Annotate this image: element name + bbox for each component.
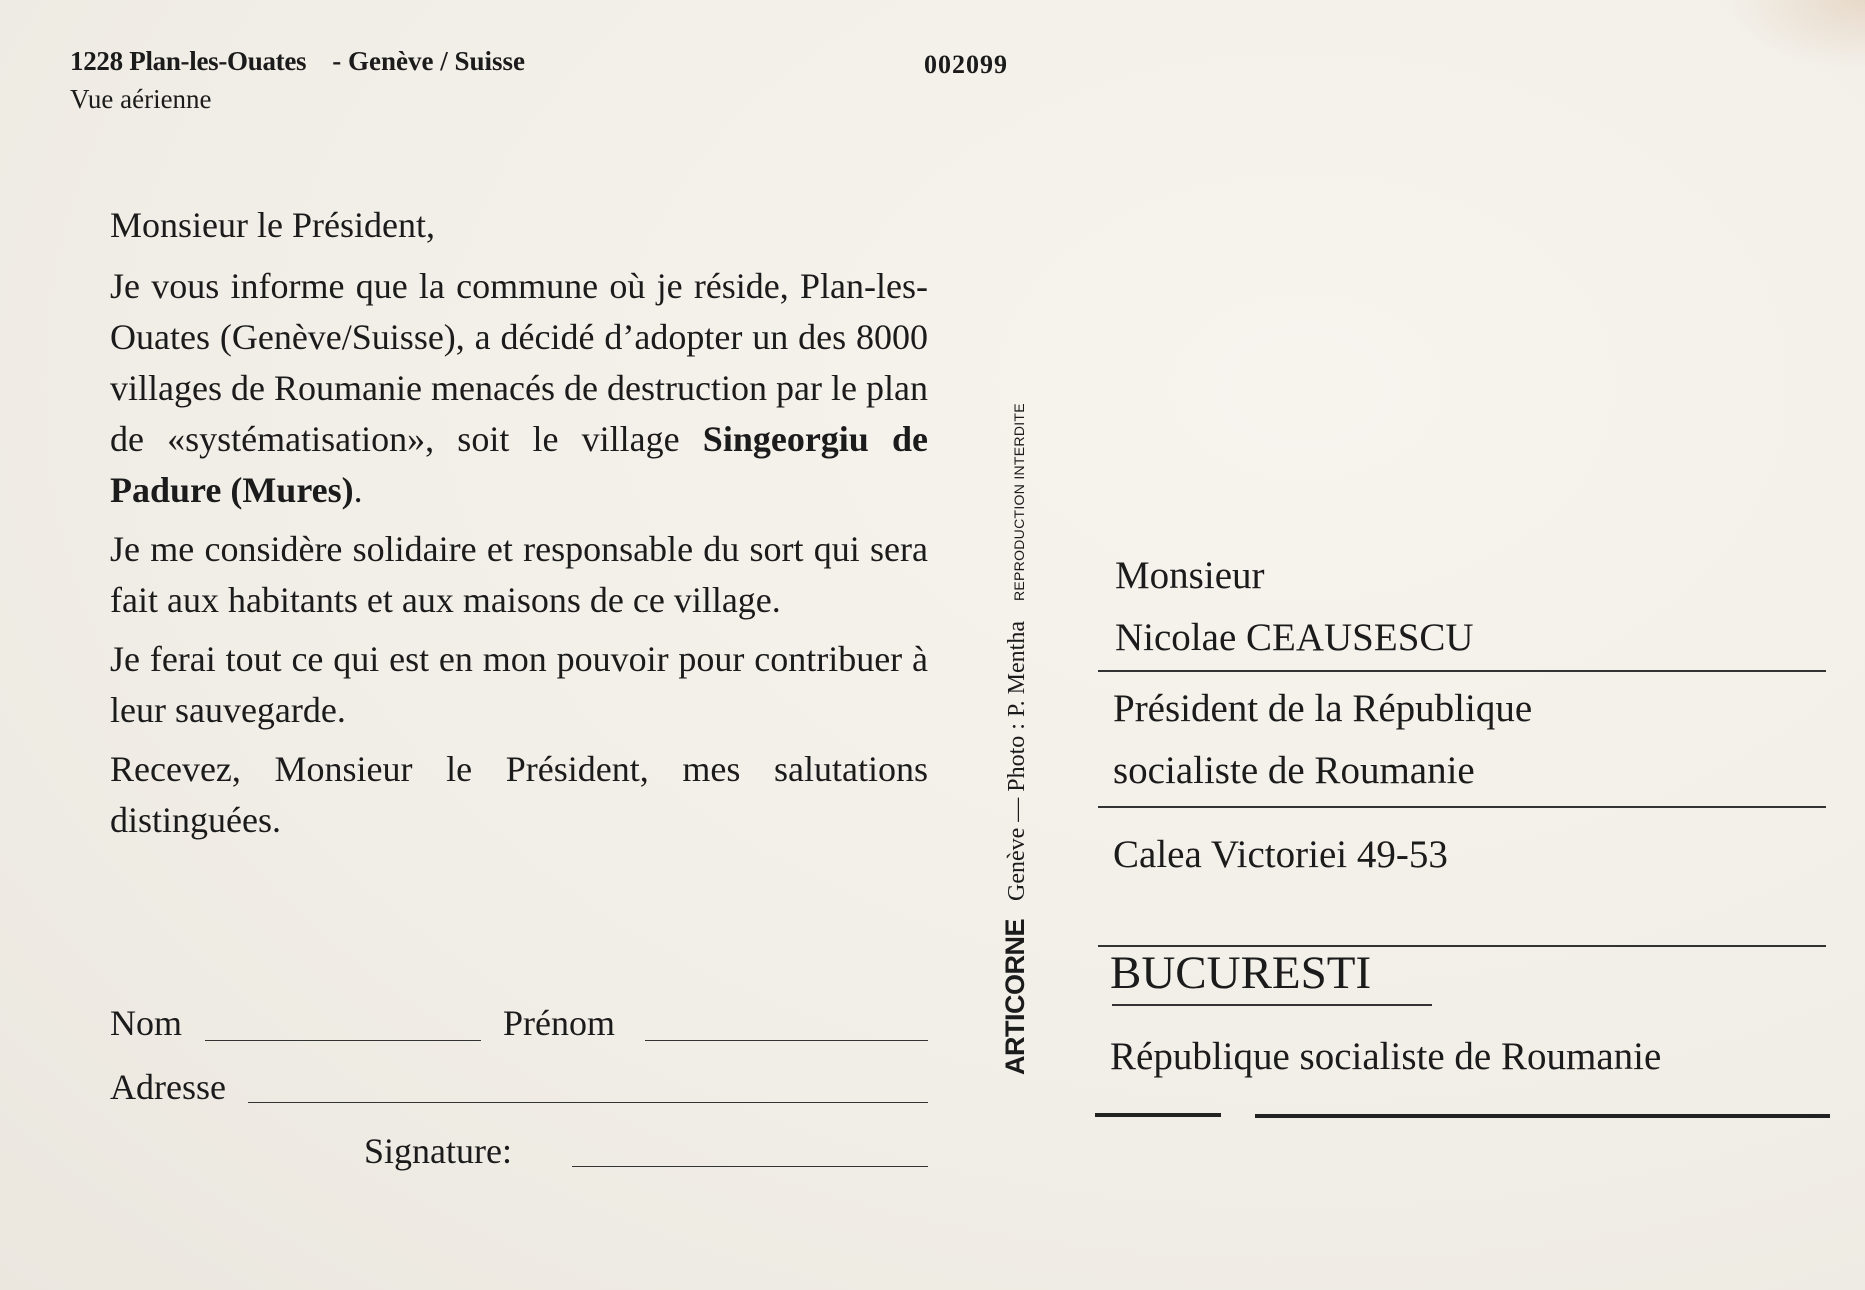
address-line (1098, 806, 1826, 808)
prenom-field[interactable] (645, 1040, 928, 1041)
nom-label: Nom (110, 1003, 182, 1043)
prenom-label: Prénom (503, 1003, 615, 1043)
card-header (70, 46, 525, 77)
p1-end: . (353, 470, 363, 510)
recipient-name: Nicolae CEAUSESCU (1115, 616, 1474, 659)
adresse-label: Adresse (110, 1067, 226, 1107)
paper-stain (1725, 0, 1865, 70)
caption: Vue aérienne (70, 84, 212, 114)
address-line (1098, 670, 1826, 672)
p1-text: Je vous informe que la commune où je réside, Plan-les-Ouates (Genève/Suisse), a décidé d’adopter un des 8000 villages de Roumanie menacés de destruction par le plan de «systématisation», soit le village (110, 266, 928, 459)
village-name: Singeorgiu de Padure (Mures) (110, 419, 928, 510)
recipient-title: Monsieur (1115, 554, 1265, 597)
recipient-role-1: Président de la République (1113, 687, 1533, 730)
serial-number: 002099 (924, 50, 1008, 79)
recipient-role-2: socialiste de Roumanie (1113, 749, 1475, 792)
publisher-logo: ARTICORNE (1000, 919, 1030, 1075)
postcode-place: 1228 Plan-les-Ouates (70, 46, 307, 76)
publisher-credit (1000, 403, 1031, 1075)
signature-field[interactable] (572, 1166, 928, 1167)
recipient-country: République socialiste de Roumanie (1110, 1035, 1662, 1078)
recipient-city: BUCURESTI (1110, 947, 1372, 999)
photo-credit: Genève — Photo : P. Mentha (1004, 621, 1030, 901)
letter-paragraph-2: Je me considère solidaire et responsable du sort qui sera fait aux habitants et aux maisons de ce village. (110, 529, 928, 620)
signature-label: Signature: (364, 1131, 512, 1171)
city-underline (1112, 1004, 1432, 1006)
letter-greeting: Monsieur le Président, (110, 205, 435, 245)
postcode-line (1095, 1113, 1221, 1117)
letter-paragraph-1 (110, 261, 928, 516)
letter-paragraph-3: Je ferai tout ce qui est en mon pouvoir pour contribuer à leur sauvegarde. (110, 639, 928, 730)
recipient-street: Calea Victoriei 49-53 (1113, 833, 1448, 876)
postcode-line (1255, 1114, 1830, 1118)
letter-paragraph-4: Recevez, Monsieur le Président, mes salutations distinguées. (110, 749, 928, 840)
nom-field[interactable] (205, 1040, 481, 1041)
region: - Genève / Suisse (332, 46, 525, 76)
reproduction-notice: REPRODUCTION INTERDITE (1011, 403, 1027, 602)
letter-body (110, 200, 928, 854)
adresse-field[interactable] (248, 1102, 928, 1103)
